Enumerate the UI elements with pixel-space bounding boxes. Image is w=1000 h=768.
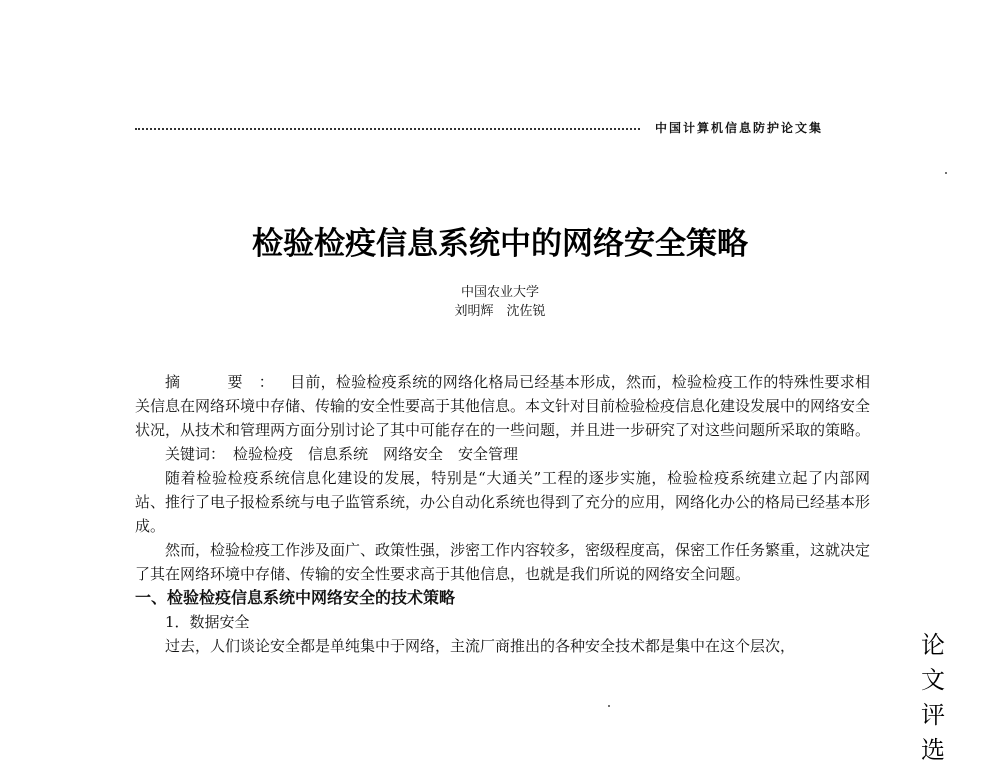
side-label bbox=[918, 628, 948, 768]
affiliation: 中国农业大学 bbox=[460, 285, 539, 300]
side-label-char: 选 bbox=[921, 736, 945, 764]
section-1-title: 一、检验检疫信息系统中网络安全的技术策略 bbox=[135, 588, 456, 607]
paper-body bbox=[135, 370, 870, 658]
paragraph-2: 然而，检验检疫工作涉及面广、政策性强，涉密工作内容较多，密级程度高，保密工作任务繁重，这就决定了其在网络环境中存储、传输的安全性要求高于其他信息，也就是我们所说的网络安全问题。 bbox=[135, 541, 871, 583]
abstract-label: 摘 要： bbox=[165, 373, 291, 391]
paragraph-1: 随着检验检疫系统信息化建设的发展，特别是“大通关”工程的逐步实施，检验检疫系统建立起了内部网站、推行了电子报检系统与电子监管系统，办公自动化系统也得到了充分的应用，网络化办公的格局已经基本形成。 bbox=[135, 469, 871, 535]
side-label-char: 文 bbox=[921, 666, 945, 694]
keywords-label: 关键词： bbox=[165, 445, 226, 463]
scan-speck bbox=[608, 705, 610, 707]
keywords-text: 检验检疫 信息系统 网络安全 安全管理 bbox=[233, 445, 519, 463]
abstract-text: 目前，检验检疫系统的网络化格局已经基本形成，然而，检验检疫工作的特殊性要求相关信息在网络环境中存储、传输的安全性要高于其他信息。本文针对目前检验检疫信息化建设发展中的网络安全状况，从技术和管理两方面分别讨论了其中可能存在的一些问题，并且进一步研究了对这些问题所采取的策略。 bbox=[135, 373, 871, 439]
header-dotted-rule bbox=[135, 128, 640, 130]
paper-title: 检验检疫信息系统中的网络安全策略 bbox=[252, 226, 748, 262]
abstract bbox=[135, 370, 870, 442]
scan-speck bbox=[945, 172, 947, 174]
subsection-1-title: 1．数据安全 bbox=[165, 613, 250, 631]
paragraph-3: 过去，人们谈论安全都是单纯集中于网络，主流厂商推出的各种安全技术都是集中在这个层次， bbox=[165, 637, 796, 655]
authors: 刘明辉 沈佐锐 bbox=[454, 304, 546, 319]
header-series-title: 中国计算机信息防护论文集 bbox=[655, 121, 824, 135]
side-label-char: 论 bbox=[921, 631, 945, 659]
side-label-char: 评 bbox=[921, 701, 945, 729]
keywords bbox=[135, 442, 870, 466]
